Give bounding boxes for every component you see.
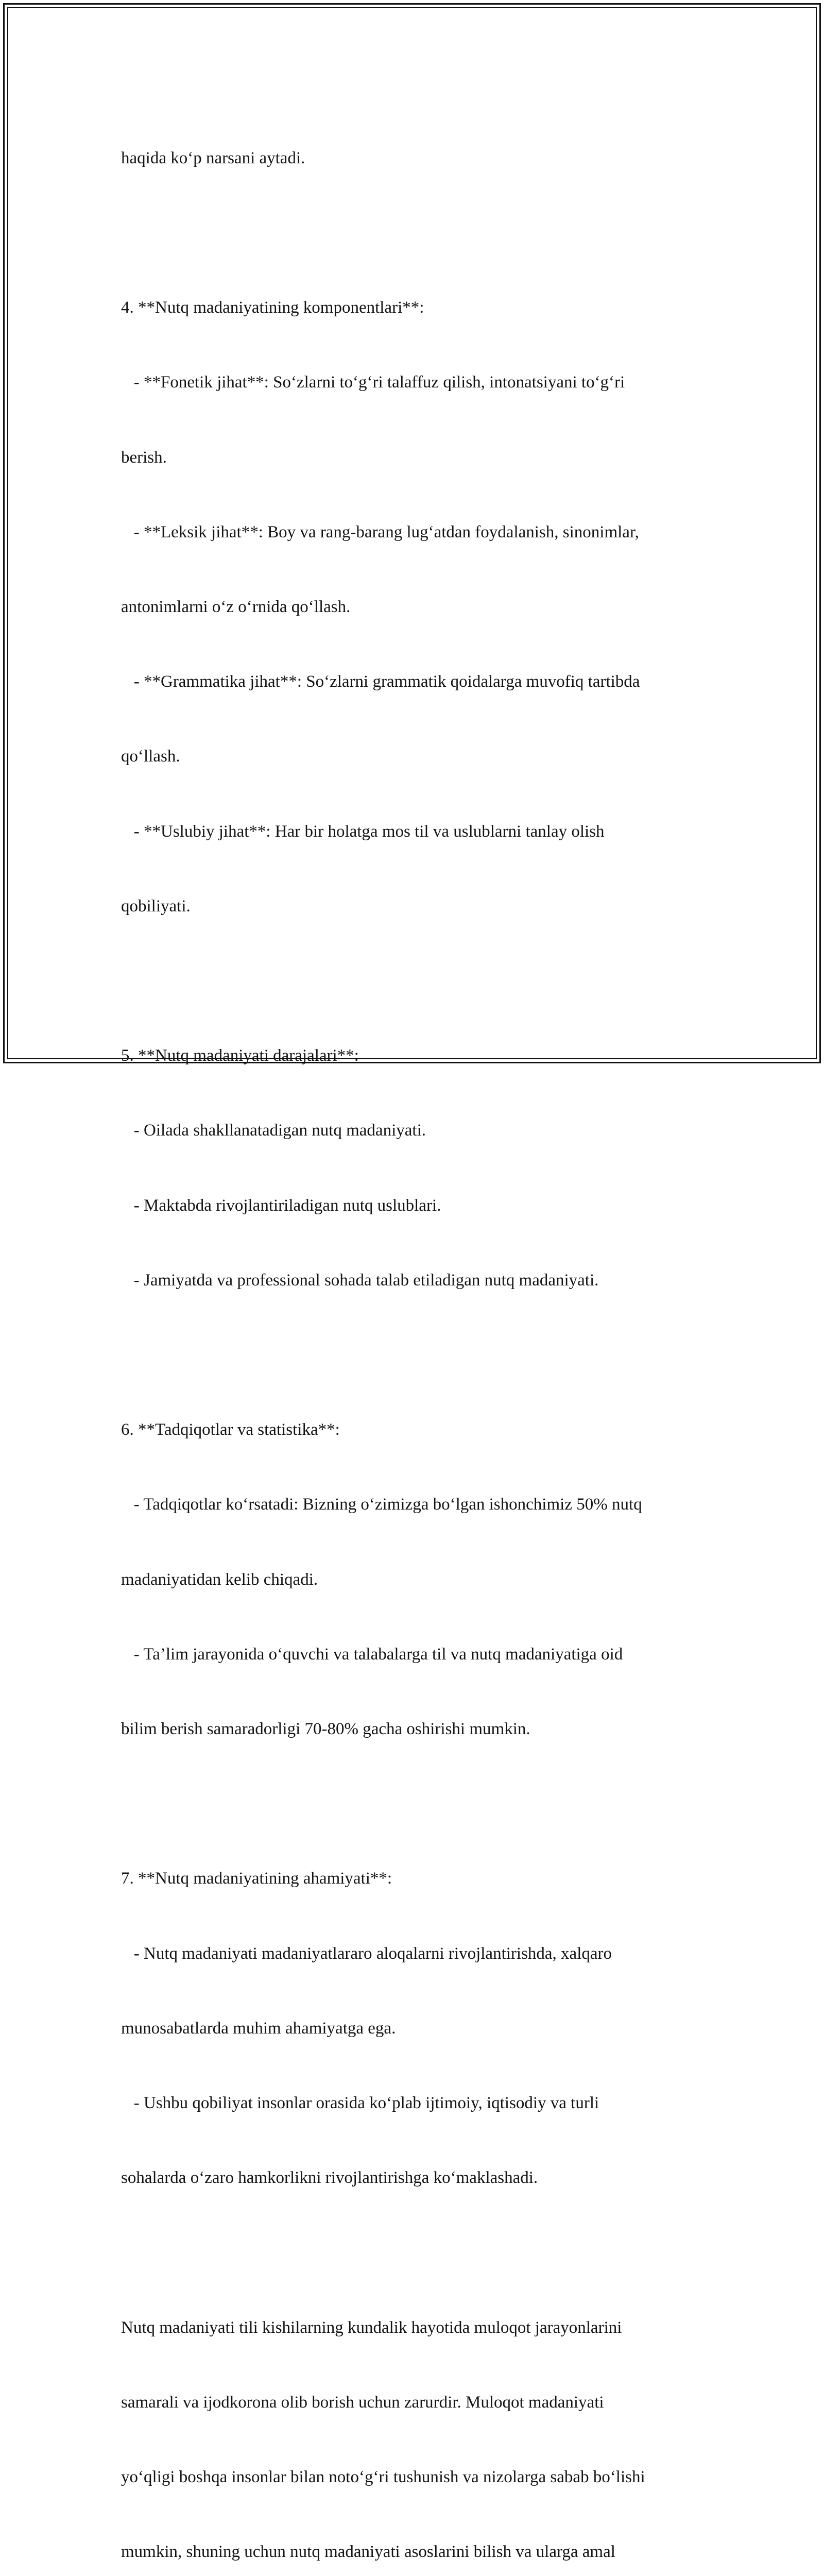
text-line: berish. [121, 448, 167, 467]
text-line: samarali va ijodkorona olib borish uchun zarurdir. Muloqot madaniyati [121, 2393, 604, 2412]
text-line: 7. **Nutq madaniyatining ahamiyati**: [121, 1869, 392, 1888]
text-line: - **Fonetik jihat**: So‘zlarni to‘g‘ri talaffuz qilish, intonatsiyani to‘g‘ri [121, 373, 625, 392]
text-line: mumkin, shuning uchun nutq madaniyati asoslarini bilish va ularga amal [121, 2543, 615, 2562]
text-line: sohalarda o‘zaro hamkorlikni rivojlantirishga ko‘maklashadi. [121, 2168, 538, 2188]
text-line: - Nutq madaniyati madaniyatlararo aloqalarni rivojlantirishda, xalqaro [121, 1944, 612, 1963]
text-line: 5. **Nutq madaniyati darajalari**: [121, 1046, 359, 1065]
text-line: - Tadqiqotlar ko‘rsatadi: Bizning o‘zimizga bo‘lgan ishonchimiz 50% nutq [121, 1495, 642, 1514]
text-line: - **Grammatika jihat**: So‘zlarni grammatik qoidalarga muvofiq tartibda [121, 672, 640, 691]
text-line [121, 221, 718, 245]
text-line: haqida ko‘p narsani aytadi. [121, 148, 305, 167]
text-line: yo‘qligi boshqa insonlar bilan noto‘g‘ri tushunish va nizolarga sabab bo‘lishi [121, 2468, 645, 2487]
text-line: - Ta’lim jarayonida o‘quvchi va talabalarga til va nutq madaniyatiga oid [121, 1645, 623, 1664]
text-line: - Ushbu qobiliyat insonlar orasida ko‘plab ijtimoiy, iqtisodiy va turli [121, 2094, 599, 2113]
document-body [121, 96, 718, 2576]
text-line: bilim berish samaradorligi 70-80% gacha oshirishi mumkin. [121, 1720, 530, 1739]
text-line: madaniyatidan kelib chiqadi. [121, 1570, 318, 1589]
text-line: - Jamiyatda va professional sohada talab etiladigan nutq madaniyati. [121, 1270, 599, 1290]
text-line: - **Leksik jihat**: Boy va rang-barang lug‘atdan foydalanish, sinonimlar, [121, 522, 639, 541]
text-line: munosabatlarda muhim ahamiyatga ega. [121, 2019, 396, 2038]
text-line [121, 2241, 718, 2265]
text-line: qo‘llash. [121, 747, 180, 766]
text-line: 4. **Nutq madaniyatining komponentlari**: [121, 298, 424, 317]
text-line: 6. **Tadqiqotlar va statistika**: [121, 1420, 340, 1439]
text-line [121, 1791, 718, 1816]
text-line [121, 1343, 718, 1367]
text-line: Nutq madaniyati tili kishilarning kundalik hayotida muloqot jarayonlarini [121, 2318, 622, 2337]
text-line: qobiliyati. [121, 896, 191, 916]
text-line: antonimlarni o‘z o‘rnida qo‘llash. [121, 598, 351, 617]
text-line: - **Uslubiy jihat**: Har bir holatga mos til va uslublarni tanlay olish [121, 822, 605, 841]
text-line [121, 969, 718, 993]
text-line: - Oilada shakllanatadigan nutq madaniyati. [121, 1121, 426, 1140]
text-line: - Maktabda rivojlantiriladigan nutq uslublari. [121, 1196, 441, 1215]
